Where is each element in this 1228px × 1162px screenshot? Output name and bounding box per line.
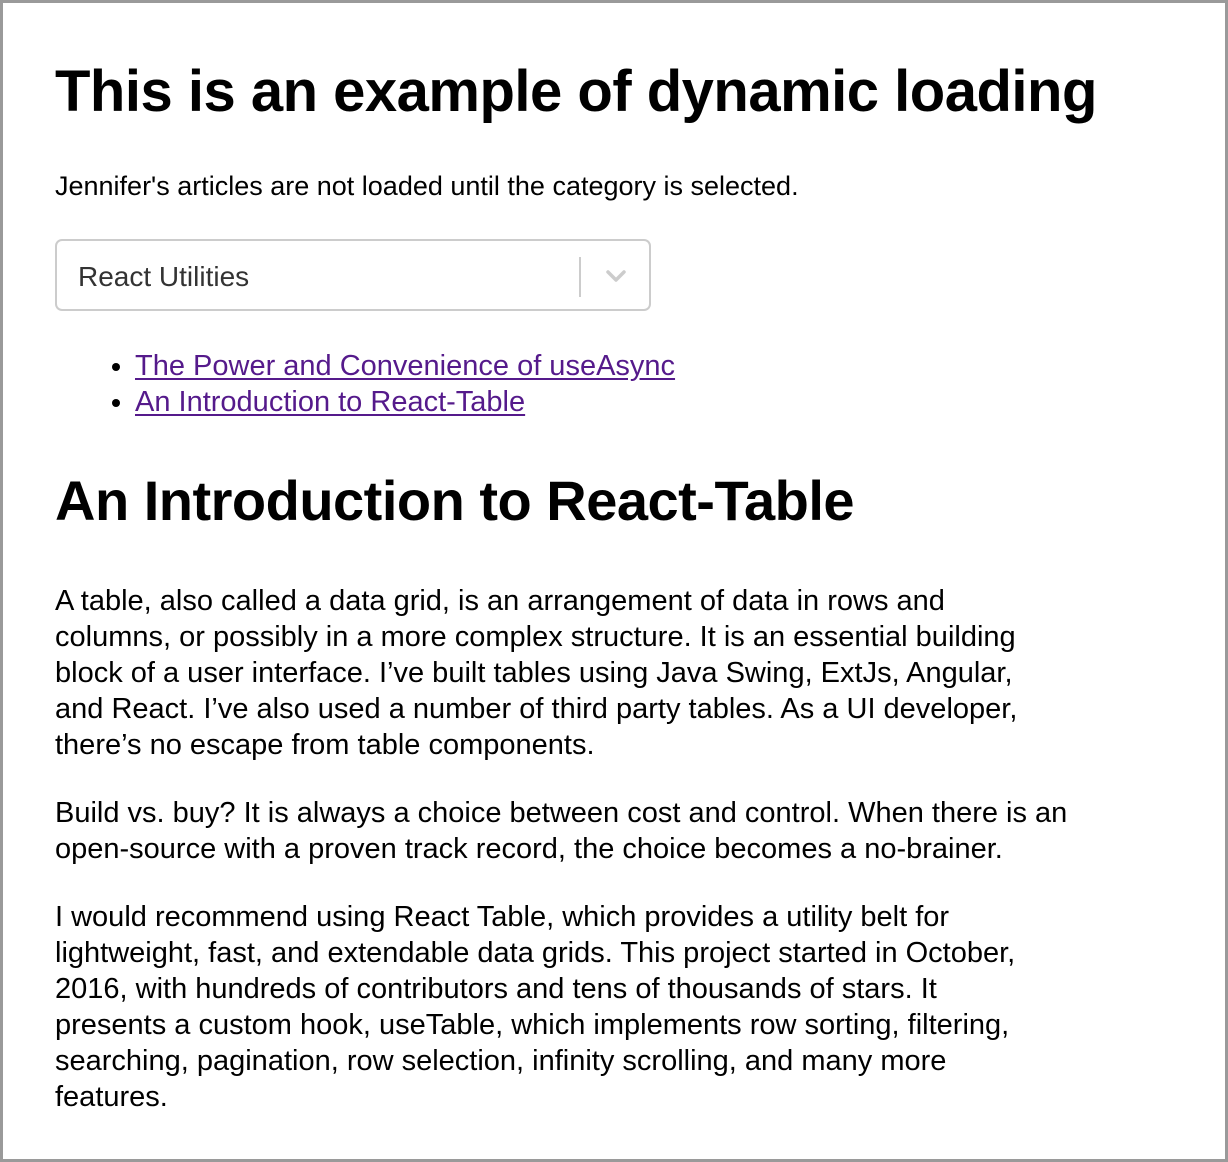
page-title: This is an example of dynamic loading bbox=[55, 59, 1097, 124]
text-line: lightweight, fast, and extendable data grids. This project started in October, bbox=[55, 937, 1016, 969]
text-line: searching, pagination, row selection, infinity scrolling, and many more bbox=[55, 1045, 947, 1077]
select-indicator-separator bbox=[579, 257, 581, 297]
intro-text: Jennifer's articles are not loaded until the category is selected. bbox=[55, 171, 799, 201]
category-select[interactable] bbox=[55, 239, 651, 311]
chevron-down-icon[interactable] bbox=[603, 263, 629, 289]
text-line: 2016, with hundreds of contributors and tens of thousands of stars. It bbox=[55, 973, 937, 1005]
text-line: presents a custom hook, useTable, which implements row sorting, filtering, bbox=[55, 1009, 1010, 1041]
text-line: block of a user interface. I’ve built tables using Java Swing, ExtJs, Angular, bbox=[55, 657, 1013, 689]
text-line: columns, or possibly in a more complex structure. It is an essential building bbox=[55, 621, 1016, 653]
text-line: and React. I’ve also used a number of third party tables. As a UI developer, bbox=[55, 693, 1018, 725]
article-link-react-table[interactable]: An Introduction to React-Table bbox=[135, 386, 526, 418]
text-line: I would recommend using React Table, which provides a utility belt for bbox=[55, 901, 950, 933]
article-link-list bbox=[55, 348, 675, 420]
article-paragraph bbox=[55, 795, 1067, 867]
article-body bbox=[55, 583, 1067, 1147]
text-line: open-source with a proven track record, the choice becomes a no-brainer. bbox=[55, 833, 1003, 865]
article-paragraph bbox=[55, 583, 1067, 763]
list-item bbox=[135, 384, 675, 420]
text-line: features. bbox=[55, 1081, 168, 1113]
category-select-value: React Utilities bbox=[78, 261, 250, 292]
list-item bbox=[135, 348, 675, 384]
text-line: Build vs. buy? It is always a choice between cost and control. When there is an bbox=[55, 797, 1068, 829]
article-title: An Introduction to React-Table bbox=[55, 469, 855, 532]
text-line: there’s no escape from table components. bbox=[55, 729, 595, 761]
article-paragraph bbox=[55, 899, 1067, 1115]
article-link-use-async[interactable]: The Power and Convenience of useAsync bbox=[135, 350, 676, 382]
text-line: A table, also called a data grid, is an arrangement of data in rows and bbox=[55, 585, 945, 617]
